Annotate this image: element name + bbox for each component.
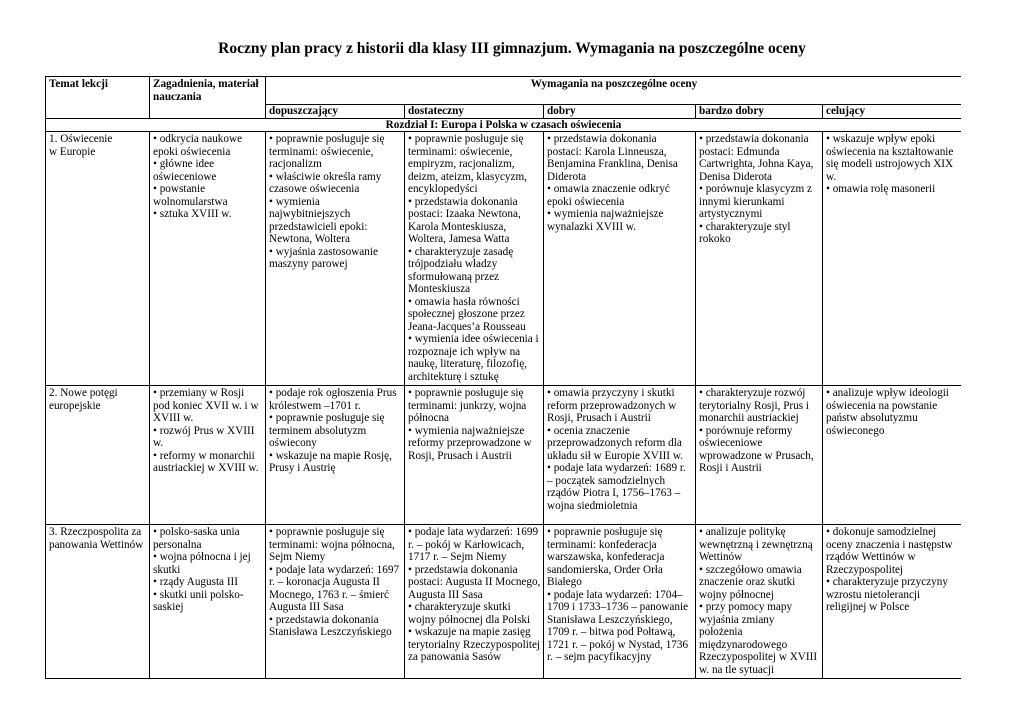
bullet-item: • poprawnie posługuje się terminami: oświecenie, empiryzm, racjonalizm, deizm, ateizm, klasycyzm, encyklopedyści [408, 133, 527, 195]
grade-5: celujący [823, 105, 962, 119]
content-cell [150, 525, 266, 679]
bullet-item: • reformy w monarchii austriackiej w XVIII w. [153, 449, 259, 474]
requirements-table-wrapper [45, 76, 961, 725]
header-topic: Temat lekcji [46, 77, 150, 119]
requirements-table [45, 76, 961, 679]
bullet-item: • przedstawia dokonania Stanisława Leszczyńskiego [269, 613, 392, 638]
bullet-item: • omawia hasła równości społecznej głoszone przez Jeana-Jacques’a Rousseau [408, 295, 526, 333]
grade-2-cell [405, 386, 544, 525]
bullet-item: • rozwój Prus w XVIII w. [153, 424, 255, 449]
bullet-item: • sztuka XVIII w. [153, 208, 232, 220]
grade-3-cell [544, 386, 696, 525]
grade-1-cell [266, 525, 405, 679]
header-content: Zagadnienia, materiał nauczania [150, 77, 266, 119]
bullet-item: • podaje lata wydarzeń: 1697 r. – koronacja Augusta II Mocnego, 1763 r. – śmierć Augusta III Sasa [269, 563, 400, 613]
bullet-item: • poprawnie posługuje się terminami: junkrzy, wojna północna [408, 387, 527, 424]
chapter-row [46, 118, 962, 132]
bullet-item: • podaje lata wydarzeń: 1704–1709 i 1733–1736 – panowanie Stanisława Leszczyńskiego, 1709 r. – bitwa pod Połtawą, 1721 r. – pokój w Nystad, 1736 r. – sejm pacyfikacyjny [547, 588, 689, 663]
bullet-item: • omawia przyczyny i skutki reform przeprowadzonych w Rosji, Prusach i Austrii [547, 387, 677, 424]
bullet-item: • przedstawia dokonania postaci: Augusta II Mocnego, Augusta III Sasa [408, 563, 541, 601]
grade-5-cell [823, 132, 962, 386]
bullet-item: • porównuje klasycyzm z innymi kierunkami artystycznymi [699, 183, 812, 220]
bullet-item: • dokonuje samodzielnej oceny znaczenia i następstw rządów Wettinów w Rzeczypospolitej [826, 526, 953, 576]
bullet-item: • poprawnie posługuje się terminami: konfederacja warszawska, konfederacja sandomierska, Order Orła Białego [547, 526, 665, 588]
bullet-item: • wymienia najważniejsze reformy przeprowadzone w Rosji, Prusach i Austrii [408, 424, 532, 462]
bullet-item: • rządy Augusta III [153, 576, 238, 588]
content-cell [150, 386, 266, 525]
bullet-item: • wymienia najwybitniejszych przedstawicieli epoki: Newtona, Woltera [269, 195, 368, 245]
bullet-item: • wymienia najważniejsze wynalazki XVIII w. [547, 208, 664, 233]
lesson-row [46, 525, 962, 679]
grade-4-cell [696, 525, 823, 679]
bullet-item: • charakteryzuje rozwój terytorialny Rosji, Prus i monarchii austriackiej [699, 387, 810, 424]
bullet-item: • poprawnie posługuje się terminami: wojna północna, Sejm Niemy [269, 526, 395, 563]
bullet-item: • poprawnie posługuje się terminami: oświecenie, racjonalizm [269, 133, 385, 170]
bullet-item: • wymienia idee oświecenia i rozpoznaje ich wpływ na naukę, literaturę, filozofię, architekturę i sztukę [408, 333, 539, 383]
content-cell [150, 132, 266, 386]
header-row [46, 77, 962, 105]
bullet-item: • szczegółowo omawia znaczenie oraz skutki wojny północnej [699, 563, 802, 601]
bullet-item: • odkrycia naukowe epoki oświecenia [153, 133, 243, 158]
bullet-item: • analizuje wpływ ideologii oświecenia na powstanie państw absolutyzmu oświeconego [826, 387, 949, 437]
bullet-item: • przy pomocy mapy wyjaśnia zmiany położenia międzynarodowego Rzeczypospolitej w XVIII w. na tle sytuacji [699, 601, 818, 676]
topic-cell: 3. Rzeczpospolita za panowania Wettinów [46, 525, 150, 679]
bullet-item: • charakteryzuje zasadę trójpodziału władzy sformułowaną przez Monteskiusza [408, 245, 514, 295]
bullet-item: • skutki unii polsko-saskiej [153, 588, 244, 613]
bullet-item: • powstanie wolnomularstwa [153, 183, 228, 208]
bullet-item: • omawia rolę masonerii [826, 183, 936, 195]
chapter-title: Rozdział I: Europa i Polska w czasach oświecenia [46, 118, 962, 132]
header-requirements: Wymagania na poszczególne oceny [266, 77, 962, 105]
bullet-item: • wskazuje wpływ epoki oświecenia na kształtowanie się modeli ustrojowych XIX w. [826, 133, 954, 183]
grade-1-cell [266, 386, 405, 525]
topic-cell: 1. Oświecenie w Europie [46, 132, 150, 386]
bullet-item: • podaje rok ogłoszenia Prus królestwem –1701 r. [269, 387, 397, 412]
page-title: Roczny plan pracy z historii dla klasy III gimnazjum. Wymagania na poszczególne oceny [218, 40, 806, 57]
bullet-item: • główne idee oświeceniowe [153, 158, 217, 183]
bullet-item: • porównuje reformy oświeceniowe wprowadzone w Prusach, Rosji i Austrii [699, 424, 814, 474]
bullet-item: • przedstawia dokonania postaci: Karola Linneusza, Benjamina Franklina, Denisa Diderota [547, 133, 678, 183]
bullet-item: • charakteryzuje skutki wojny północnej dla Polski [408, 601, 531, 626]
grade-4-cell [696, 132, 823, 386]
bullet-item: • przedstawia dokonania postaci: Izaaka Newtona, Karola Monteskiusza, Woltera, Jamesa Watta [408, 195, 521, 245]
bullet-item: • przedstawia dokonania postaci: Edmunda Cartwrighta, Johna Kaya, Denisa Diderota [699, 133, 814, 183]
bullet-item: • charakteryzuje przyczyny wzrostu nietolerancji religijnej w Polsce [826, 576, 948, 613]
bullet-item: • omawia znaczenie odkryć epoki oświecenia [547, 183, 670, 208]
bullet-item: • analizuje politykę wewnętrzną i zewnętrzną Wettinów [699, 526, 813, 563]
grade-1-cell [266, 132, 405, 386]
bullet-item: • polsko-saska unia personalna [153, 526, 240, 551]
bullet-item: • wojna północna i jej skutki [153, 551, 251, 576]
grade-3-cell [544, 525, 696, 679]
grade-4: bardzo dobry [696, 105, 823, 119]
grade-3-cell [544, 132, 696, 386]
bullet-item: • przemiany w Rosji pod koniec XVII w. i w XVIII w. [153, 387, 259, 424]
bullet-item: • podaje lata wydarzeń: 1699 r. – pokój w Karłowicach, 1717 r. – Sejm Niemy [408, 526, 539, 563]
bullet-item: • charakteryzuje styl rokoko [699, 220, 791, 245]
grade-2-cell [405, 132, 544, 386]
bullet-item: • wskazuje na mapie Rosję, Prusy i Austrię [269, 449, 392, 474]
bullet-item: • ocenia znaczenie przeprowadzonych reform dla układu sił w Europie XVIII w. [547, 424, 683, 462]
grade-2-cell [405, 525, 544, 679]
grade-1: dopuszczający [266, 105, 405, 119]
bullet-item: • podaje lata wydarzeń: 1689 r. – początek samodzielnych rządów Piotra I, 1756–1763 – wojna siedmioletnia [547, 462, 686, 512]
bullet-item: • wskazuje na mapie zasięg terytorialny Rzeczypospolitej za panowania Sasów [408, 626, 541, 663]
grade-4-cell [696, 386, 823, 525]
grade-5-cell [823, 386, 962, 525]
bullet-item: • poprawnie posługuje się terminem absolutyzm oświecony [269, 412, 385, 449]
grade-2: dostateczny [405, 105, 544, 119]
lesson-row [46, 386, 962, 525]
grade-5-cell [823, 525, 962, 679]
lesson-row [46, 132, 962, 386]
bullet-item: • wyjaśnia zastosowanie maszyny parowej [269, 245, 378, 270]
bullet-item: • właściwie określa ramy czasowe oświecenia [269, 170, 382, 195]
grade-3: dobry [544, 105, 696, 119]
topic-cell: 2. Nowe potęgi europejskie [46, 386, 150, 525]
